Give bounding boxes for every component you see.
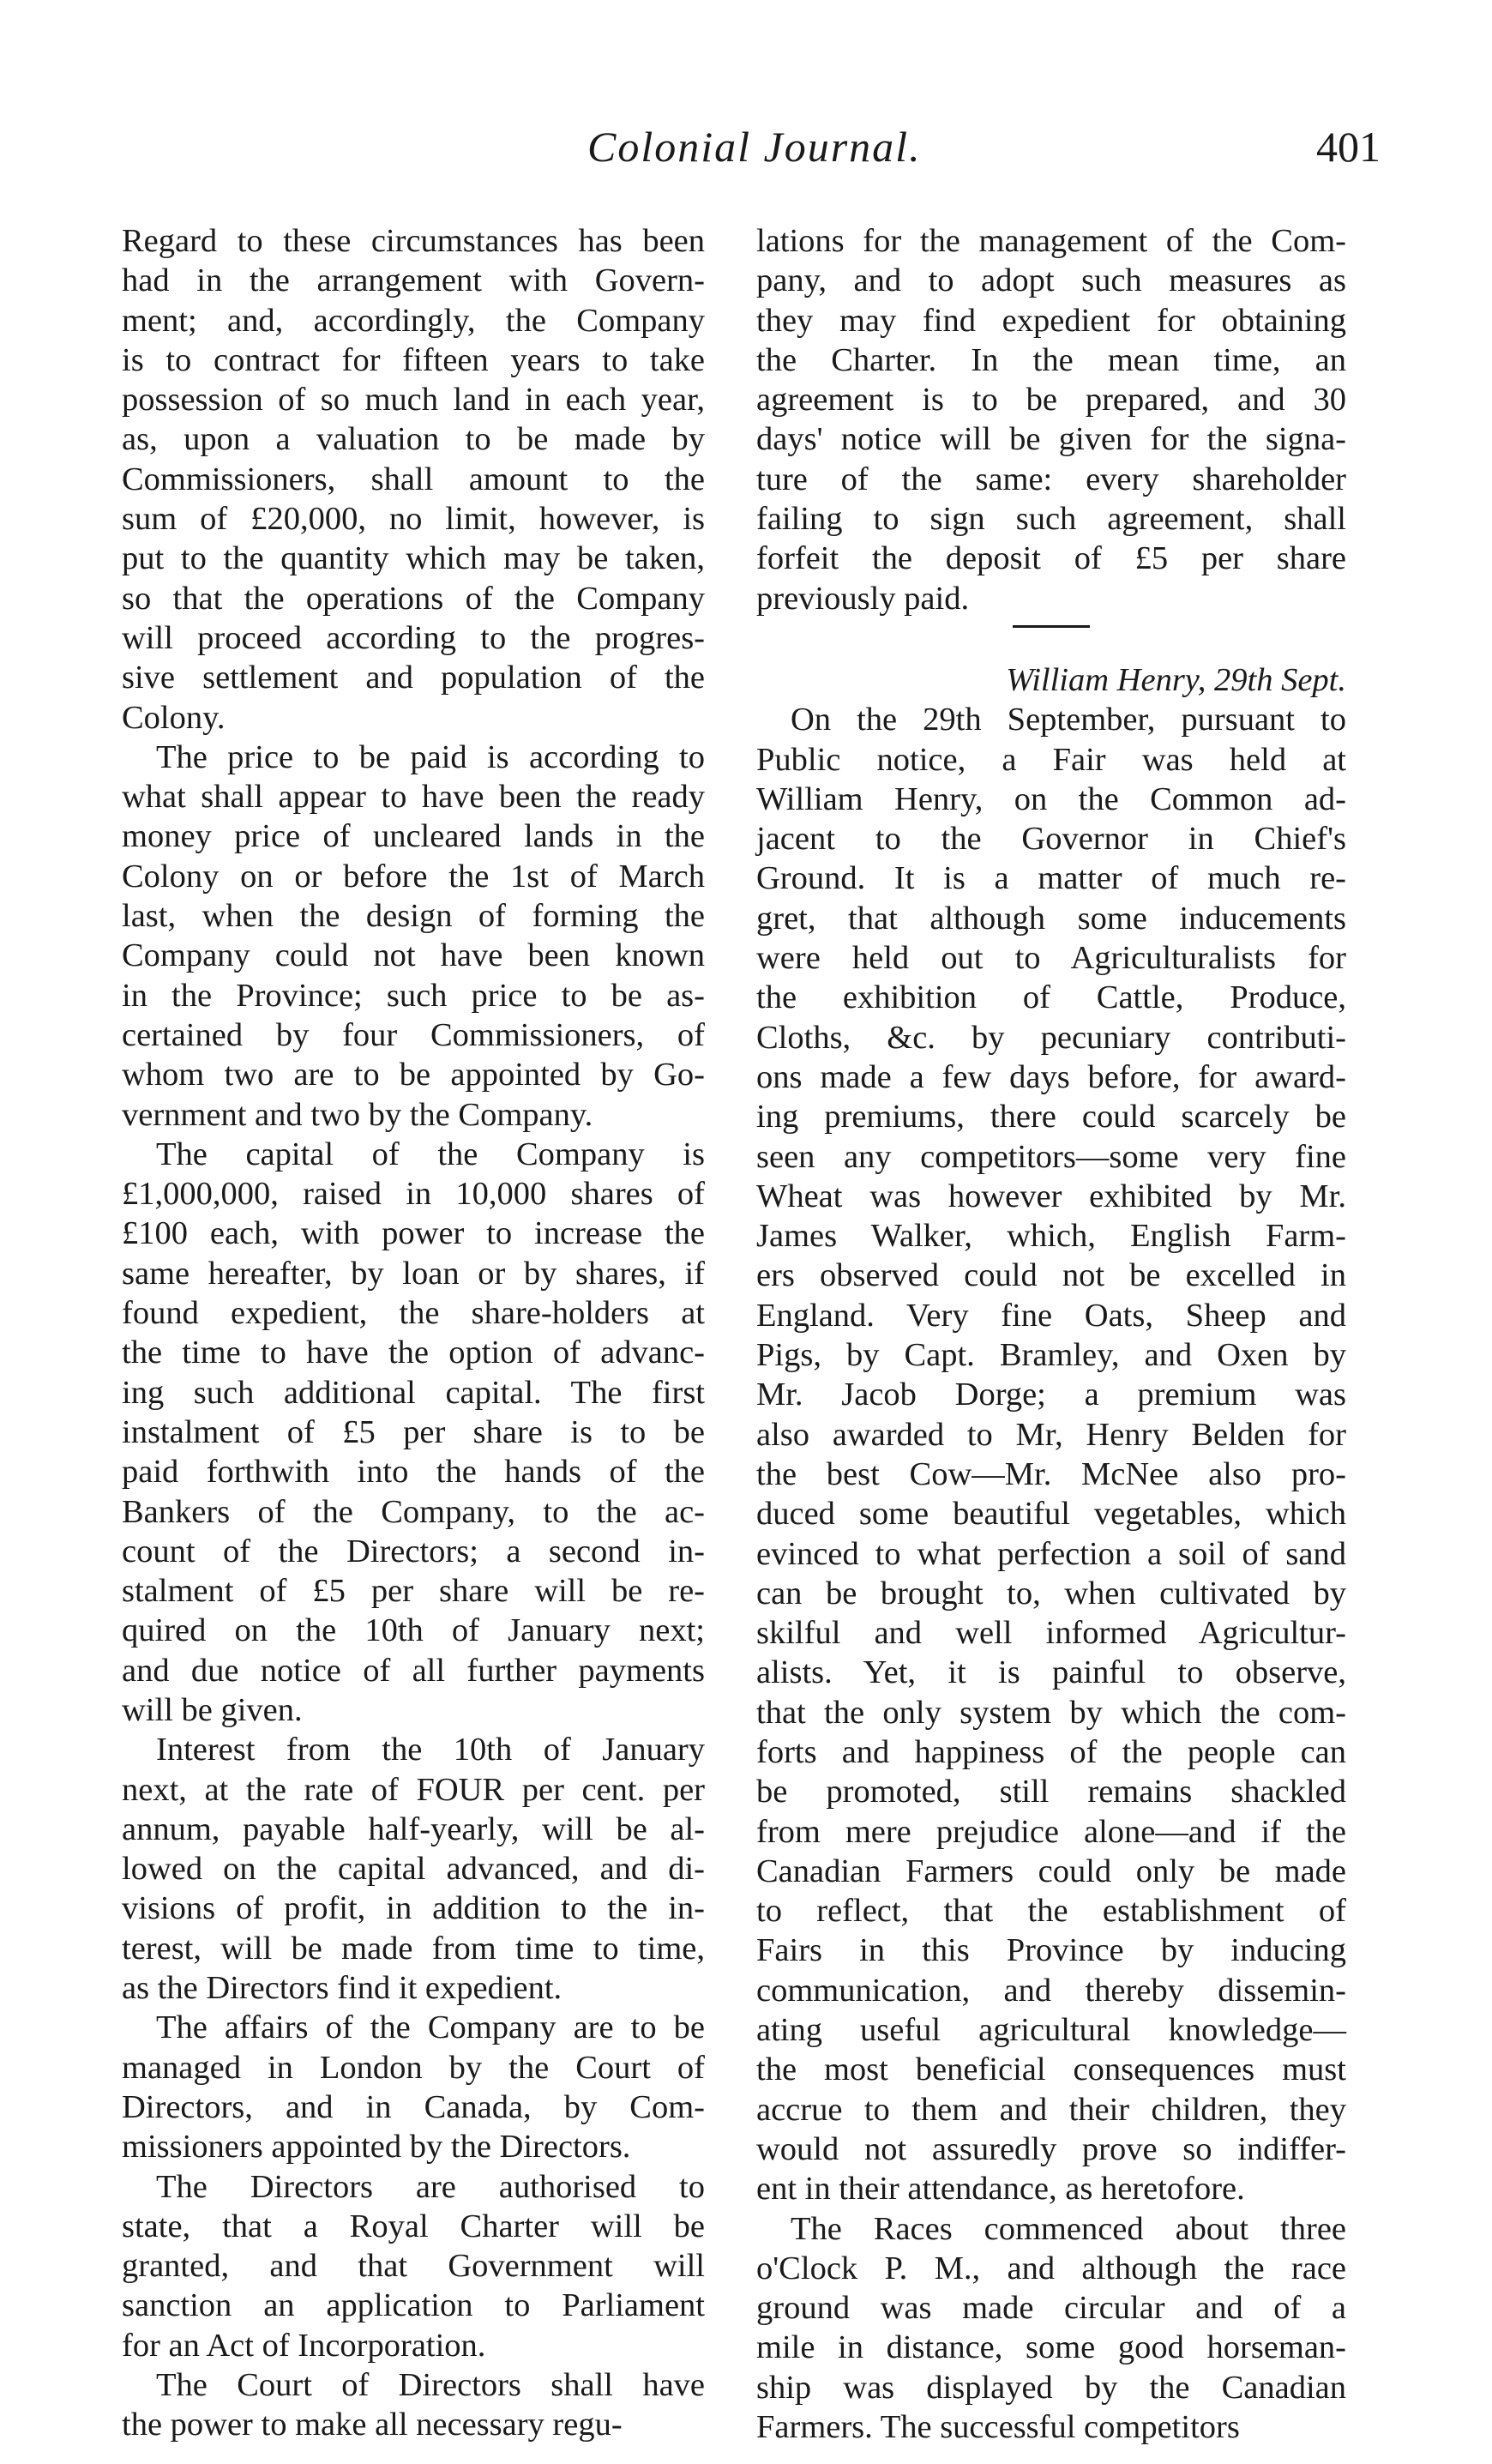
- text-line: duced some beautiful vegetables, which: [756, 1496, 1346, 1533]
- text-line: ing premiums, there could scarcely be: [756, 1099, 1346, 1136]
- text-line: same hereafter, by loan or by shares, if: [122, 1255, 705, 1292]
- text-line: William Henry, on the Common ad-: [756, 780, 1346, 817]
- text-line: would not assuredly prove so indiffer-: [756, 2130, 1346, 2167]
- text-line: evinced to what perfection a soil of sand: [756, 1535, 1346, 1572]
- text-line: Bankers of the Company, to the ac-: [122, 1493, 705, 1530]
- text-line: Cloths, &c. by pecuniary contributi-: [756, 1019, 1346, 1056]
- left-column: [122, 221, 705, 2445]
- text-line: pany, and to adopt such measures as: [756, 262, 1346, 299]
- text-line: Interest from the 10th of January: [156, 1732, 705, 1768]
- text-line: last, when the design of forming the: [122, 898, 705, 935]
- text-line: Regard to these circumstances has been: [122, 223, 705, 259]
- text-line: count of the Directors; a second in-: [122, 1533, 705, 1569]
- text-line: possession of so much land in each year,: [122, 382, 705, 419]
- text-line: what shall appear to have been the ready: [122, 779, 705, 816]
- text-line: next, at the rate of FOUR per cent. per: [122, 1771, 705, 1808]
- text-line: £100 each, with power to increase the: [122, 1215, 705, 1252]
- text-line: Pigs, by Capt. Bramley, and Oxen by: [756, 1337, 1346, 1374]
- text-line: the power to make all necessary regu-: [122, 2407, 623, 2443]
- text-line: ground was made circular and of a: [756, 2290, 1346, 2327]
- text-line: as, upon a valuation to be made by: [122, 421, 705, 458]
- text-line: had in the arrangement with Govern-: [122, 262, 705, 299]
- text-line: instalment of £5 per share is to be: [122, 1413, 705, 1450]
- text-line: annum, payable half-yearly, will be al-: [122, 1810, 705, 1847]
- text-line: also awarded to Mr, Henry Belden for: [756, 1416, 1346, 1453]
- text-line: ons made a few days before, for award-: [756, 1058, 1346, 1095]
- dateline: William Henry, 29th Sept.: [1006, 661, 1346, 698]
- text-line: ment; and, accordingly, the Company: [122, 302, 705, 339]
- text-line: so that the operations of the Company: [122, 580, 705, 617]
- text-line: Commissioners, shall amount to the: [122, 461, 705, 497]
- text-line: vernment and two by the Company.: [122, 1096, 593, 1133]
- text-line: Company could not have been known: [122, 937, 705, 974]
- right-column: [756, 221, 1346, 2447]
- text-line: mile in distance, some good horseman-: [756, 2329, 1346, 2366]
- text-line: failing to sign such agreement, shall: [756, 501, 1346, 538]
- text-line: granted, and that Government will: [122, 2248, 705, 2285]
- text-line: lations for the management of the Com-: [756, 223, 1346, 259]
- right-column-top-text: [756, 221, 1346, 618]
- text-line: will proceed according to the progres-: [122, 619, 705, 656]
- text-line: Mr. Jacob Dorge; a premium was: [756, 1377, 1346, 1413]
- text-line: Wheat was however exhibited by Mr.: [756, 1178, 1346, 1214]
- text-line: James Walker, which, English Farm-: [756, 1218, 1346, 1255]
- right-column-bottom-text: [756, 700, 1346, 2447]
- text-line: ing such additional capital. The first: [122, 1374, 705, 1411]
- text-line: gret, that although some inducements: [756, 900, 1346, 937]
- text-line: agreement is to be prepared, and 30: [756, 382, 1346, 419]
- text-line: the Charter. In the mean time, an: [756, 341, 1346, 378]
- text-line: communication, and thereby dissemin-: [756, 1972, 1346, 2009]
- text-line: The Races commenced about three: [791, 2210, 1346, 2247]
- text-line: days' notice will be given for the signa-: [756, 421, 1346, 458]
- text-line: that the only system by which the com-: [756, 1694, 1346, 1731]
- text-line: sanction an application to Parliament: [122, 2287, 705, 2324]
- page-number: 401: [1316, 123, 1381, 171]
- text-line: they may find expedient for obtaining: [756, 302, 1346, 339]
- text-line: ture of the same: every shareholder: [756, 461, 1346, 497]
- text-line: in the Province; such price to be as-: [122, 977, 705, 1014]
- text-line: paid forthwith into the hands of the: [122, 1454, 705, 1491]
- text-line: Colony.: [122, 699, 226, 736]
- text-line: and due notice of all further payments: [122, 1652, 705, 1689]
- text-line: accrue to them and their children, they: [756, 2091, 1346, 2128]
- text-line: put to the quantity which may be taken,: [122, 540, 705, 577]
- text-line: for an Act of Incorporation.: [122, 2327, 486, 2364]
- text-line: lowed on the capital advanced, and di-: [122, 1851, 705, 1888]
- text-line: skilful and well informed Agricultur-: [756, 1615, 1346, 1652]
- text-line: Farmers. The successful competitors: [756, 2409, 1240, 2446]
- text-line: the exhibition of Cattle, Produce,: [756, 979, 1346, 1016]
- text-line: England. Very fine Oats, Sheep and: [756, 1297, 1346, 1334]
- text-line: state, that a Royal Charter will be: [122, 2208, 705, 2244]
- text-line: found expedient, the share-holders at: [122, 1295, 705, 1332]
- text-line: On the 29th September, pursuant to: [791, 702, 1346, 738]
- text-line: The Directors are authorised to: [156, 2168, 705, 2205]
- text-line: £1,000,000, raised in 10,000 shares of: [122, 1176, 705, 1213]
- text-line: the best Cow—Mr. McNee also pro-: [756, 1455, 1346, 1492]
- text-line: quired on the 10th of January next;: [122, 1612, 705, 1649]
- text-line: visions of profit, in addition to the in-: [122, 1890, 705, 1927]
- section-divider: [1013, 625, 1090, 628]
- text-line: alists. Yet, it is painful to observe,: [756, 1654, 1346, 1691]
- text-line: is to contract for fifteen years to take: [122, 341, 705, 378]
- text-line: previously paid.: [756, 580, 970, 617]
- text-line: be promoted, still remains shackled: [756, 1774, 1346, 1810]
- text-line: as the Directors find it expedient.: [122, 1970, 563, 2007]
- text-line: sive settlement and population of the: [122, 660, 705, 696]
- text-line: ers observed could not be excelled in: [756, 1257, 1346, 1294]
- text-line: can be brought to, when cultivated by: [756, 1575, 1346, 1612]
- text-line: The Court of Directors shall have: [156, 2367, 705, 2404]
- text-line: Canadian Farmers could only be made: [756, 1853, 1346, 1889]
- text-line: Directors, and in Canada, by Com-: [122, 2088, 705, 2125]
- text-line: Ground. It is a matter of much re-: [756, 860, 1346, 897]
- page-header: [120, 122, 1381, 182]
- text-line: Fairs in this Province by inducing: [756, 1932, 1346, 1969]
- text-line: The affairs of the Company are to be: [156, 2009, 705, 2046]
- text-line: the most beneficial consequences must: [756, 2051, 1346, 2088]
- text-line: The price to be paid is according to: [156, 738, 705, 775]
- text-line: o'Clock P. M., and although the race: [756, 2250, 1346, 2286]
- text-line: missioners appointed by the Directors.: [122, 2129, 631, 2166]
- text-line: were held out to Agriculturalists for: [756, 940, 1346, 977]
- text-line: Public notice, a Fair was held at: [756, 741, 1346, 778]
- text-line: sum of £20,000, no limit, however, is: [122, 501, 705, 538]
- text-line: from mere prejudice alone—and if the: [756, 1813, 1346, 1850]
- text-line: will be given.: [122, 1691, 303, 1728]
- text-line: forts and happiness of the people can: [756, 1733, 1346, 1770]
- text-line: certained by four Commissioners, of: [122, 1016, 705, 1053]
- text-line: stalment of £5 per share will be re-: [122, 1573, 705, 1610]
- text-line: The capital of the Company is: [156, 1136, 705, 1172]
- text-line: money price of uncleared lands in the: [122, 818, 705, 855]
- text-line: managed in London by the Court of: [122, 2049, 705, 2086]
- text-line: whom two are to be appointed by Go-: [122, 1057, 705, 1093]
- text-line: to reflect, that the establishment of: [756, 1893, 1346, 1930]
- text-line: ship was displayed by the Canadian: [756, 2369, 1346, 2406]
- text-line: ent in their attendance, as heretofore.: [756, 2171, 1245, 2208]
- text-line: terest, will be made from time to time,: [122, 1930, 705, 1967]
- text-line: Colony on or before the 1st of March: [122, 858, 705, 895]
- text-line: seen any competitors—some very fine: [756, 1138, 1346, 1175]
- text-line: jacent to the Governor in Chief's: [756, 821, 1346, 858]
- running-title: Colonial Journal.: [587, 123, 922, 171]
- text-line: the time to have the option of advanc-: [122, 1334, 705, 1371]
- text-line: ating useful agricultural knowledge—: [756, 2012, 1346, 2049]
- text-line: forfeit the deposit of £5 per share: [756, 540, 1346, 577]
